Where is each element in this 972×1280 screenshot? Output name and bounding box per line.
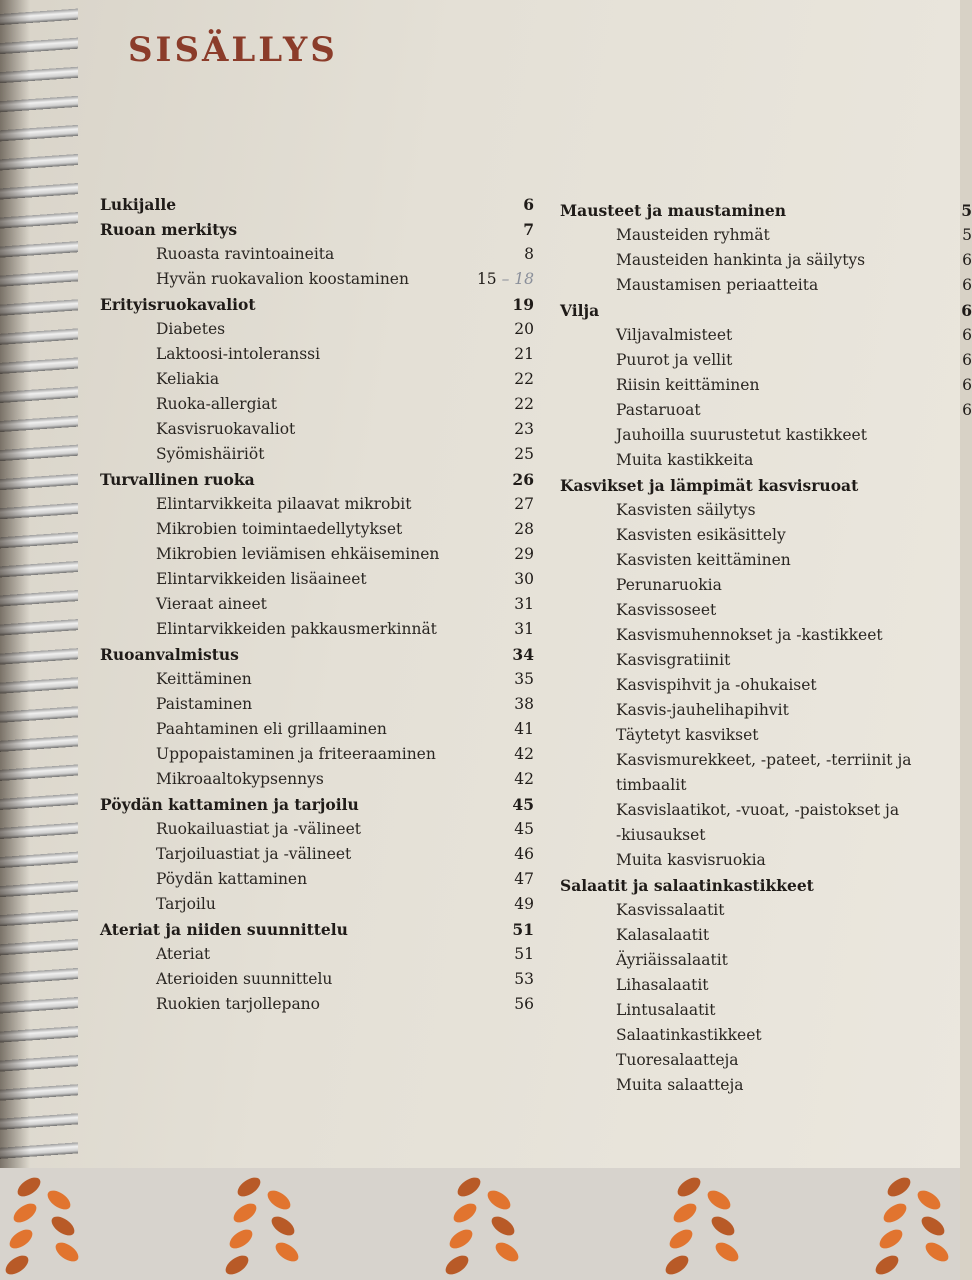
toc-entry-title: Viljavalmisteet — [616, 326, 733, 344]
toc-page-number: 7 — [523, 220, 534, 239]
toc-page-number: 51 — [514, 945, 534, 963]
toc-entry — [560, 223, 972, 248]
cloth-pattern-leaf — [44, 1187, 73, 1213]
toc-page-number: 49 — [514, 895, 534, 913]
toc-section — [100, 292, 540, 317]
cloth-pattern-leaf — [268, 1213, 297, 1239]
toc-entry — [100, 817, 540, 842]
toc-page-number: 15 – 18 — [476, 270, 534, 288]
toc-entry — [560, 798, 960, 823]
toc-entry-title: Ruoan merkitys — [100, 220, 238, 239]
toc-entry-title: Mikroaaltokypsennys — [156, 770, 324, 788]
toc-entry — [100, 842, 540, 867]
cloth-pattern-leaf — [876, 1226, 905, 1252]
toc-entry — [100, 392, 540, 417]
toc-entry — [100, 892, 540, 917]
toc-entry — [100, 992, 540, 1017]
toc-right-column — [560, 198, 972, 1098]
toc-page-number: 46 — [514, 845, 534, 863]
cloth-pattern-leaf — [272, 1239, 301, 1265]
toc-entry — [560, 973, 960, 998]
toc-entry-title: Kasvismurekkeet, -pateet, -terriinit ja — [616, 751, 912, 769]
toc-page-number: 41 — [514, 720, 534, 738]
toc-page-number: 6 — [962, 401, 972, 419]
toc-entry-title: Ruoanvalmistus — [100, 645, 239, 664]
toc-page-number: 5 — [961, 201, 972, 220]
toc-entry — [560, 998, 960, 1023]
toc-entry — [100, 417, 540, 442]
toc-page-number: 5 — [962, 226, 972, 244]
toc-entry-title: Puurot ja vellit — [616, 351, 733, 369]
toc-left-column — [100, 192, 540, 1017]
toc-page-number: 25 — [514, 445, 534, 463]
toc-entry — [560, 498, 960, 523]
toc-entry — [560, 948, 960, 973]
cloth-pattern-leaf — [918, 1213, 947, 1239]
toc-page-number: 6 — [962, 276, 972, 294]
toc-section — [100, 192, 540, 217]
toc-entry — [100, 342, 540, 367]
toc-entry-title: Erityisruokavaliot — [100, 295, 256, 314]
toc-page-number: 6 — [962, 376, 972, 394]
toc-entry-title: Pastaruoat — [616, 401, 701, 419]
toc-page-number: 26 — [512, 470, 534, 489]
cloth-pattern-leaf — [6, 1226, 35, 1252]
toc-entry-title: Keliakia — [156, 370, 220, 388]
toc-entry-title: Paahtaminen eli grillaaminen — [156, 720, 387, 738]
cloth-pattern-leaf — [226, 1226, 255, 1252]
toc-entry-title: Lihasalaatit — [616, 976, 709, 994]
toc-page-number: 38 — [514, 695, 534, 713]
toc-page-number: 6 — [961, 301, 972, 320]
toc-entry — [560, 398, 972, 423]
toc-entry-title: Kasvis-jauhelihapihvit — [616, 701, 789, 719]
toc-entry-title: Kasvisten esikäsittely — [616, 526, 786, 544]
toc-entry — [100, 692, 540, 717]
cloth-pattern-leaf — [230, 1200, 259, 1226]
toc-entry-title: Ruoka-allergiat — [156, 395, 277, 413]
cloth-pattern-leaf — [14, 1174, 43, 1200]
toc-entry — [560, 348, 972, 373]
cloth-pattern-leaf — [492, 1239, 521, 1265]
toc-page-number: 6 — [962, 351, 972, 369]
toc-entry — [100, 542, 540, 567]
toc-entry — [100, 967, 540, 992]
toc-page-number: 20 — [514, 320, 534, 338]
toc-entry-title: Elintarvikkeita pilaavat mikrobit — [156, 495, 412, 513]
toc-section — [560, 873, 960, 898]
toc-entry — [100, 617, 540, 642]
toc-entry — [100, 267, 540, 292]
toc-entry — [560, 673, 960, 698]
toc-entry — [100, 367, 540, 392]
toc-page-number: 28 — [514, 520, 534, 538]
toc-entry — [100, 492, 540, 517]
cloth-pattern-leaf — [484, 1187, 513, 1213]
toc-entry — [560, 598, 960, 623]
toc-section — [100, 642, 540, 667]
toc-entry-title: Keittäminen — [156, 670, 252, 688]
cloth-pattern-leaf — [674, 1174, 703, 1200]
toc-entry-title: Täytetyt kasvikset — [616, 726, 759, 744]
toc-entry-title: Pöydän kattaminen — [156, 870, 308, 888]
cloth-pattern-leaf — [2, 1252, 31, 1278]
page-title: SISÄLLYS — [128, 30, 338, 70]
toc-page-number: 35 — [514, 670, 534, 688]
toc-entry — [560, 423, 960, 448]
cloth-pattern-leaf — [442, 1252, 471, 1278]
toc-entry — [560, 623, 960, 648]
toc-page-number: 56 — [514, 995, 534, 1013]
toc-entry-title: Kasvispihvit ja -ohukaiset — [616, 676, 817, 694]
cloth-pattern-leaf — [222, 1252, 251, 1278]
toc-entry — [100, 742, 540, 767]
toc-entry-title: Ruoasta ravintoaineita — [156, 245, 335, 263]
cloth-pattern-leaf — [708, 1213, 737, 1239]
cloth-pattern-leaf — [662, 1252, 691, 1278]
toc-entry — [100, 667, 540, 692]
toc-page-number: 45 — [512, 795, 534, 814]
cloth-pattern-leaf — [10, 1200, 39, 1226]
toc-entry-title: Salaatit ja salaatinkastikkeet — [560, 876, 814, 895]
toc-entry-title: Kasvisten keittäminen — [616, 551, 791, 569]
toc-entry-title: Riisin keittäminen — [616, 376, 760, 394]
toc-page-number: 19 — [512, 295, 534, 314]
toc-entry — [560, 898, 960, 923]
toc-entry — [100, 517, 540, 542]
toc-entry — [100, 717, 540, 742]
toc-page-number: 29 — [514, 545, 534, 563]
toc-page-number: 34 — [512, 645, 534, 664]
toc-entry — [560, 748, 960, 773]
toc-page-number: 51 — [512, 920, 534, 939]
toc-page-number: 8 — [524, 245, 534, 263]
toc-page-number: 6 — [962, 326, 972, 344]
toc-entry-title: Kasvisgratiinit — [616, 651, 731, 669]
handwritten-note: – 18 — [496, 270, 534, 288]
toc-page-number: 22 — [514, 370, 534, 388]
toc-entry-title: Maustamisen periaatteita — [616, 276, 819, 294]
toc-entry-title: Kalasalaatit — [616, 926, 710, 944]
toc-entry-title: Syömishäiriöt — [156, 445, 265, 463]
toc-entry-title: Tuoresalaatteja — [616, 1051, 739, 1069]
toc-entry-title: Muita kasvisruokia — [616, 851, 766, 869]
toc-entry-title: Turvallinen ruoka — [100, 470, 255, 489]
toc-entry-title: Mausteet ja maustaminen — [560, 201, 787, 220]
toc-entry-title: Kasvisruokavaliot — [156, 420, 296, 438]
toc-page-number: 6 — [523, 195, 534, 214]
toc-section — [560, 473, 960, 498]
cloth-pattern-leaf — [48, 1213, 77, 1239]
toc-page-number: 31 — [514, 620, 534, 638]
binding-shadow — [0, 0, 30, 1170]
toc-entry-title: Pöydän kattaminen ja tarjoilu — [100, 795, 359, 814]
cloth-pattern-leaf — [666, 1226, 695, 1252]
toc-entry-title: Elintarvikkeiden lisäaineet — [156, 570, 367, 588]
toc-entry — [100, 942, 540, 967]
toc-entry-title: Tarjoiluastiat ja -välineet — [156, 845, 352, 863]
toc-entry-title: Uppopaistaminen ja friteeraaminen — [156, 745, 436, 763]
toc-entry-title: Kasvisten säilytys — [616, 501, 756, 519]
toc-entry-title: timbaalit — [616, 776, 687, 794]
toc-page-number: 27 — [514, 495, 534, 513]
toc-entry — [560, 723, 960, 748]
toc-entry-title: Diabetes — [156, 320, 226, 338]
toc-page-number: 22 — [514, 395, 534, 413]
toc-entry-title: Mausteiden ryhmät — [616, 226, 770, 244]
cloth-pattern-leaf — [450, 1200, 479, 1226]
toc-page-number: 6 — [962, 251, 972, 269]
cloth-pattern-leaf — [712, 1239, 741, 1265]
cloth-pattern-leaf — [446, 1226, 475, 1252]
toc-entry — [560, 848, 960, 873]
toc-entry-title: Paistaminen — [156, 695, 253, 713]
toc-page-number: 42 — [514, 745, 534, 763]
toc-entry-title: Ateriat — [156, 945, 211, 963]
toc-entry — [560, 273, 972, 298]
cloth-pattern-leaf — [914, 1187, 943, 1213]
toc-entry-title: Äyriäissalaatit — [616, 951, 728, 969]
toc-entry — [560, 448, 960, 473]
cloth-pattern-leaf — [704, 1187, 733, 1213]
toc-page-number: 31 — [514, 595, 534, 613]
toc-entry-title: Ateriat ja niiden suunnittelu — [100, 920, 348, 939]
toc-entry-title: Kasvislaatikot, -vuoat, -paistokset ja — [616, 801, 900, 819]
toc-entry-title: Ruokien tarjollepano — [156, 995, 320, 1013]
toc-page-number: 47 — [514, 870, 534, 888]
toc-section — [100, 467, 540, 492]
cloth-pattern-leaf — [884, 1174, 913, 1200]
cloth-pattern-leaf — [880, 1200, 909, 1226]
toc-entry-title: Muita salaatteja — [616, 1076, 744, 1094]
toc-entry — [560, 573, 960, 598]
toc-entry — [560, 548, 960, 573]
cloth-pattern-leaf — [52, 1239, 81, 1265]
cloth-pattern-leaf — [922, 1239, 951, 1265]
toc-entry-title: Perunaruokia — [616, 576, 722, 594]
cloth-pattern-leaf — [234, 1174, 263, 1200]
toc-entry-title: Mikrobien leviämisen ehkäiseminen — [156, 545, 440, 563]
toc-entry-title: Vilja — [560, 301, 600, 320]
toc-entry — [560, 648, 960, 673]
toc-entry — [560, 1048, 960, 1073]
cloth-pattern-leaf — [670, 1200, 699, 1226]
toc-page-number: 53 — [514, 970, 534, 988]
toc-section — [100, 917, 540, 942]
toc-entry-title: Mausteiden hankinta ja säilytys — [616, 251, 866, 269]
toc-entry-title: Tarjoilu — [156, 895, 216, 913]
toc-entry — [560, 373, 972, 398]
toc-entry — [100, 767, 540, 792]
toc-entry-title: Kasvikset ja lämpimät kasvisruoat — [560, 476, 859, 495]
toc-entry — [560, 1073, 960, 1098]
toc-section — [100, 792, 540, 817]
toc-entry — [100, 592, 540, 617]
toc-entry — [560, 773, 960, 798]
toc-entry — [560, 823, 960, 848]
toc-entry-title: Lukijalle — [100, 195, 177, 214]
toc-entry-title: Jauhoilla suurustetut kastikkeet — [616, 426, 867, 444]
toc-entry-title: Kasvismuhennokset ja -kastikkeet — [616, 626, 883, 644]
toc-entry-title: Elintarvikkeiden pakkausmerkinnät — [156, 620, 437, 638]
cloth-pattern-leaf — [872, 1252, 901, 1278]
tablecloth — [0, 1168, 960, 1280]
toc-page-number: 42 — [514, 770, 534, 788]
toc-entry-title: Kasvissoseet — [616, 601, 717, 619]
toc-entry-title: Mikrobien toimintaedellytykset — [156, 520, 403, 538]
toc-entry — [560, 1023, 960, 1048]
toc-page-number: 30 — [514, 570, 534, 588]
toc-page-number: 45 — [514, 820, 534, 838]
toc-entry — [560, 523, 960, 548]
toc-entry — [560, 698, 960, 723]
toc-page-number: 23 — [514, 420, 534, 438]
toc-entry — [560, 923, 960, 948]
cloth-pattern-leaf — [488, 1213, 517, 1239]
toc-entry-title: Hyvän ruokavalion koostaminen — [156, 270, 409, 288]
toc-entry-title: -kiusaukset — [616, 826, 706, 844]
toc-entry-title: Laktoosi-intoleranssi — [156, 345, 321, 363]
toc-section — [560, 198, 972, 223]
toc-section — [560, 298, 972, 323]
toc-entry-title: Vieraat aineet — [156, 595, 267, 613]
toc-entry — [560, 323, 972, 348]
toc-entry-title: Ruokailuastiat ja -välineet — [156, 820, 361, 838]
toc-entry — [100, 242, 540, 267]
toc-entry-title: Kasvissalaatit — [616, 901, 725, 919]
toc-entry — [100, 867, 540, 892]
toc-entry — [100, 567, 540, 592]
toc-entry-title: Aterioiden suunnittelu — [156, 970, 333, 988]
cloth-pattern-leaf — [264, 1187, 293, 1213]
toc-page-number: 21 — [514, 345, 534, 363]
toc-entry-title: Salaatinkastikkeet — [616, 1026, 762, 1044]
toc-entry — [100, 442, 540, 467]
toc-section — [100, 217, 540, 242]
cloth-pattern-leaf — [454, 1174, 483, 1200]
toc-entry-title: Lintusalaatit — [616, 1001, 716, 1019]
toc-entry-title: Muita kastikkeita — [616, 451, 754, 469]
toc-entry — [100, 317, 540, 342]
toc-entry — [560, 248, 972, 273]
